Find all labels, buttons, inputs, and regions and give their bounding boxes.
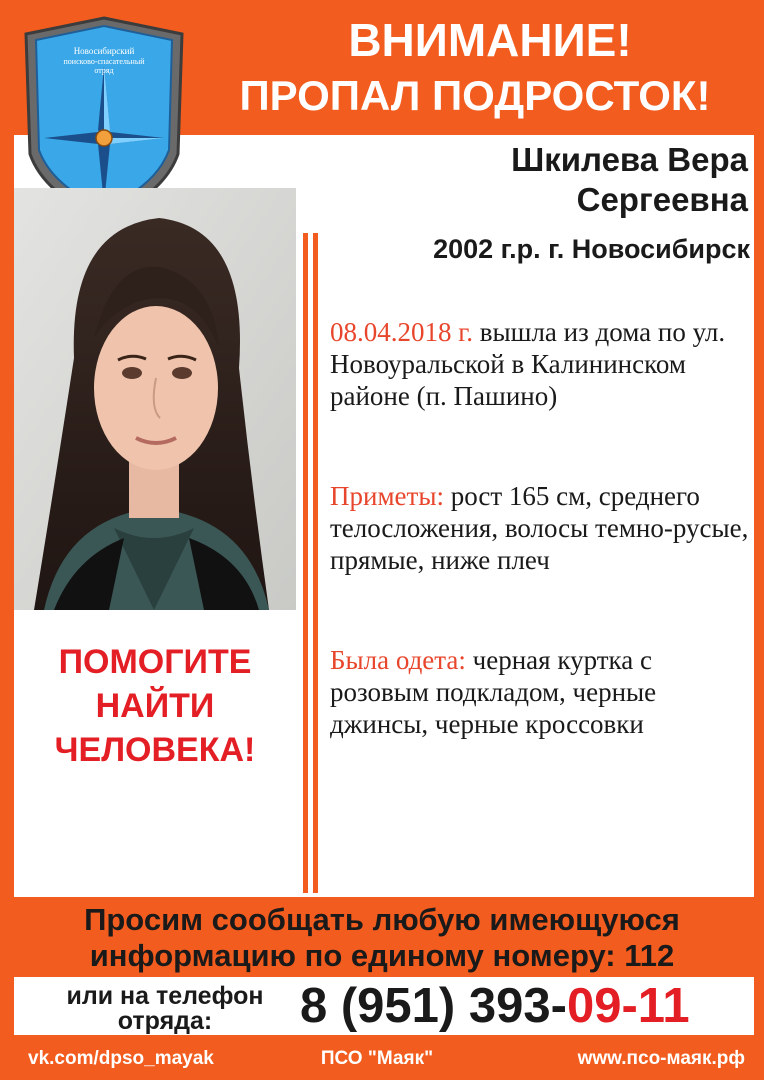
clothing-details (330, 644, 750, 740)
footer-vk-link: vk.com/dpso_mayak (28, 1048, 214, 1069)
person-name-line1: Шкилева Вера (511, 141, 748, 178)
appearance-details (330, 480, 750, 576)
logo-org-line2: поисково-спасательный (63, 57, 145, 66)
report-request-line2: информацию по единому номеру: 112 (89, 938, 675, 973)
help-line2: НАЙТИ (95, 687, 215, 725)
missing-person-photo (14, 188, 296, 610)
header-attention: ВНИМАНИЕ! (348, 14, 632, 66)
team-phone-number (300, 977, 750, 1035)
report-request-line1: Просим сообщать любую имеющуюся (84, 902, 680, 937)
phone-label-line1: или на телефон (66, 982, 264, 1010)
help-line3: ЧЕЛОВЕКА! (54, 731, 256, 769)
phone-label (30, 984, 300, 1034)
appearance-label: Приметы: (330, 481, 444, 511)
disappearance-details (330, 316, 750, 412)
appearance-text: рост 165 см, среднего телосложения, волосы темно-русые, прямые, ниже плеч (330, 481, 749, 575)
footer-website: www.псо-маяк.рф (577, 1048, 745, 1069)
help-line1: ПОМОГИТЕ (58, 643, 252, 681)
logo-org-line3: отряд (94, 66, 114, 75)
person-portrait-icon (14, 188, 296, 610)
logo-org-line1: Новосибирский (73, 46, 135, 56)
help-find-person-callout (14, 640, 296, 772)
person-name-line2: Сергеевна (576, 181, 748, 218)
vertical-divider (313, 233, 318, 893)
footer-org-name: ПСО "Маяк" (320, 1048, 434, 1069)
phone-label-line2: отряда: (117, 1007, 213, 1035)
person-birth-city: 2002 г.р. г. Новосибирск (433, 234, 750, 264)
phone-number-suffix: 09-11 (566, 979, 690, 1033)
clothing-label: Была одета: (330, 645, 466, 675)
phone-number-main: 8 (951) 393- (300, 979, 567, 1033)
header-missing-teen: ПРОПАЛ ПОДРОСТОК! (239, 72, 711, 119)
disappearance-date: 08.04.2018 г. (330, 317, 474, 347)
clothing-text: черная куртка с розовым подкладом, черные джинсы, черные кроссовки (330, 645, 657, 739)
vertical-divider (303, 233, 308, 893)
disappearance-text: вышла из дома по ул. Новоуральской в Калининском районе (п. Пашино) (330, 317, 726, 411)
report-request (0, 902, 764, 974)
